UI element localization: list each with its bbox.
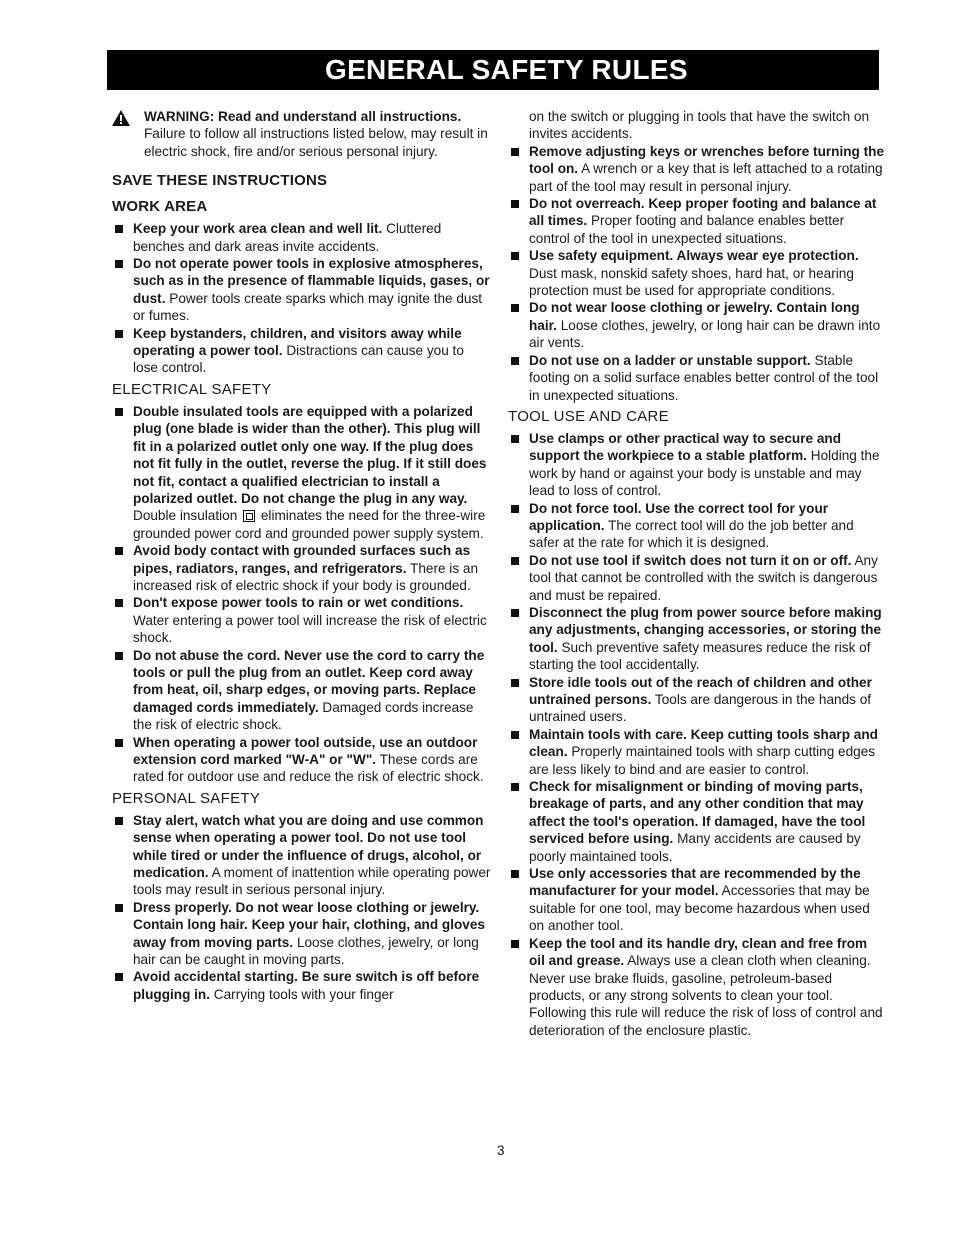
rule-text: Carrying tools with your finger <box>213 986 394 1002</box>
bullet-icon <box>511 357 519 365</box>
save-instructions-heading: SAVE THESE INSTRUCTIONS <box>112 172 328 190</box>
rule-text: Distractions can cause you to lose control. <box>133 343 464 376</box>
bullet-icon <box>115 973 123 981</box>
rule-text: A moment of inattention while operating power tools may result in serious personal injury. <box>133 865 491 898</box>
rule-bold: Avoid body contact with grounded surfaces such as pipes, radiators, ranges, and refrigerators. <box>133 543 471 576</box>
list-item <box>112 899 492 969</box>
list-item <box>508 778 886 865</box>
bullet-icon <box>511 435 519 443</box>
rule-bold: Do not force tool. Use the correct tool for your application. <box>529 500 829 533</box>
rule-bold: Keep bystanders, children, and visitors away while operating a power tool. <box>133 325 462 359</box>
page-number: 3 <box>497 1143 505 1158</box>
rule-text: Loose clothes, jewelry, or long hair can be drawn into air vents. <box>529 317 881 351</box>
warning-block <box>112 108 492 160</box>
list-item <box>112 220 492 255</box>
rule-bold: Do not use on a ladder or unstable support. <box>529 352 811 368</box>
list-item <box>508 430 886 500</box>
rule-bold: Dress properly. Do not wear loose clothing or jewelry. Contain long hair. Keep your hair, clothing, and gloves away from moving parts. <box>133 899 485 950</box>
rule-bold: Do not wear loose clothing or jewelry. Contain long hair. <box>529 300 860 333</box>
bullet-icon <box>115 408 123 416</box>
bullet-icon <box>115 904 123 912</box>
rule-text: Many accidents are caused by poorly maintained tools. <box>529 831 861 864</box>
list-item <box>112 647 492 734</box>
rule-text: Stable footing on a solid surface enables better control of the tool in unexpected situations. <box>529 352 879 403</box>
rule-text: Tools are dangerous in the hands of untrained users. <box>529 692 872 725</box>
page-title-banner <box>107 50 879 90</box>
rule-text: Properly maintained tools with sharp cutting edges are less likely to bind and are easier to control. <box>529 744 876 777</box>
warning-title: WARNING: Read and understand all instructions. <box>144 109 462 124</box>
rule-bold: Check for misalignment or binding of moving parts, breakage of parts, and any other condition that may affect the tool's operation. If damaged, have the tool serviced before using. <box>529 779 866 847</box>
rule-text: Double insulation <box>133 508 238 524</box>
bullet-icon <box>511 557 519 565</box>
rule-bold: Keep the tool and its handle dry, clean and free from oil and grease. <box>529 935 868 969</box>
bullet-icon <box>511 679 519 687</box>
bullet-icon <box>511 304 519 312</box>
bullet-icon <box>511 609 519 617</box>
left-column <box>112 108 492 1003</box>
list-item <box>508 935 886 1039</box>
rule-text: There is an increased risk of electric shock if your body is grounded. <box>133 560 479 593</box>
list-item <box>112 255 492 325</box>
rule-bold: Keep your work area clean and well lit. <box>133 221 383 237</box>
bullet-icon <box>511 783 519 791</box>
bullet-icon <box>115 225 123 233</box>
rule-bold: Do not use tool if switch does not turn it on or off. <box>529 552 852 568</box>
rule-bold: Avoid accidental starting. Be sure switch is off before plugging in. <box>133 969 480 1002</box>
rule-text: Cluttered benches and dark areas invite accidents. <box>133 221 442 254</box>
list-item <box>508 726 886 778</box>
list-item <box>508 552 886 604</box>
bullet-icon <box>511 252 519 260</box>
rule-text: Holding the work by hand or against your body is unstable and may lead to loss of control. <box>529 448 880 499</box>
tool-use-heading: TOOL USE AND CARE <box>508 407 669 425</box>
list-item <box>112 594 492 646</box>
rule-text: These cords are rated for outdoor use and reduce the risk of electric shock. <box>133 752 484 785</box>
personal-safety-heading: PERSONAL SAFETY <box>112 789 261 807</box>
rule-bold: Stay alert, watch what you are doing and use common sense when operating a power tool. Do not use tool while tired or under the influence of drugs, alcohol, or medication. <box>133 812 484 881</box>
list-item <box>508 195 886 247</box>
list-item <box>508 674 886 726</box>
rule-bold: Do not operate power tools in explosive atmospheres, such as in the presence of flammable liquids, gases, or dust. <box>133 256 490 306</box>
warning-triangle-icon <box>112 110 130 126</box>
bullet-icon <box>511 505 519 513</box>
warning-text: Failure to follow all instructions listed below, may result in electric shock, fire and/or serious personal injury. <box>144 126 488 159</box>
rule-text: Proper footing and balance enables better control of the tool in unexpected situations. <box>529 213 845 246</box>
rule-text: Dust mask, nonskid safety shoes, hard hat, or hearing protection must be used for appropriate conditions. <box>529 265 854 299</box>
work-area-heading: WORK AREA <box>112 198 208 216</box>
bullet-icon <box>115 599 123 607</box>
rule-bold: Use clamps or other practical way to secure and support the workpiece to a stable platform. <box>529 430 842 464</box>
list-item <box>508 604 886 674</box>
list-item <box>508 500 886 552</box>
bullet-icon <box>115 260 123 268</box>
right-column <box>508 108 886 1039</box>
list-item <box>508 865 886 935</box>
rule-bold: Disconnect the plug from power source before making any adjustments, changing accessories, or storing the tool. <box>529 604 882 655</box>
list-item <box>112 968 492 1003</box>
bullet-icon <box>115 739 123 747</box>
rule-bold: When operating a power tool outside, use an outdoor extension cord marked "W-A" or "W". <box>133 734 478 767</box>
list-item <box>112 734 492 786</box>
rule-bold: Use safety equipment. Always wear eye protection. <box>529 248 859 264</box>
bullet-icon <box>115 330 123 338</box>
bullet-icon <box>115 547 123 555</box>
list-item <box>508 247 886 299</box>
bullet-icon <box>511 731 519 739</box>
rule-bold: Don't expose power tools to rain or wet conditions. <box>133 595 464 611</box>
rule-text: Always use a clean cloth when cleaning. Never use brake fluids, gasoline, petroleum-based products, or any strong solvents to clean your tool. Following this rule will reduce the risk of loss of control and deterioration of the enclosure plastic. <box>529 953 883 1038</box>
page-title: GENERAL SAFETY RULES <box>325 54 688 85</box>
rule-text: Damaged cords increase the risk of electric shock. <box>133 699 474 733</box>
rule-bold: Do not overreach. Keep proper footing and balance at all times. <box>529 196 877 229</box>
rule-text: Such preventive safety measures reduce the risk of starting the tool accidentally. <box>529 639 871 673</box>
rule-text: eliminates the need for the three-wire grounded power cord and grounded power supply system. <box>133 508 486 541</box>
rule-text: Water entering a power tool will increase the risk of electric shock. <box>133 612 487 646</box>
rule-bold: Double insulated tools are equipped with a polarized plug (one blade is wider than the other). This plug will fit in a polarized outlet only one way. If the plug does not fit fully in the outlet, reverse the plug. If it still does not fit, contact a qualified electrician to install a polarized outlet. Do not change the plug in any way. <box>133 403 487 506</box>
rule-text: A wrench or a key that is left attached to a rotating part of the tool may result in personal injury. <box>529 161 883 194</box>
list-item <box>112 542 492 594</box>
list-item <box>508 143 886 195</box>
rule-text: Loose clothes, jewelry, or long hair can be caught in moving parts. <box>133 934 479 968</box>
rule-text: The correct tool will do the job better and safer at the rate for which it is designed. <box>529 517 854 551</box>
bullet-icon <box>115 817 123 825</box>
double-insulation-icon <box>243 510 255 522</box>
list-item <box>508 299 886 351</box>
rule-bold: Maintain tools with care. Keep cutting tools sharp and clean. <box>529 726 878 760</box>
bullet-icon <box>511 940 519 948</box>
bullet-icon <box>511 148 519 156</box>
list-item <box>112 325 492 377</box>
bullet-icon <box>511 870 519 878</box>
rule-text: Power tools create sparks which may ignite the dust or fumes. <box>133 290 483 324</box>
rule-bold: Do not abuse the cord. Never use the cord to carry the tools or pull the plug from an outlet. Keep cord away from heat, oil, sharp edges, or moving parts. Replace damaged cords immediately. <box>133 647 485 715</box>
continued-text: on the switch or plugging in tools that have the switch on invites accidents. <box>529 109 870 142</box>
rule-bold: Store idle tools out of the reach of children and other untrained persons. <box>529 674 872 707</box>
rule-bold: Remove adjusting keys or wrenches before turning the tool on. <box>529 143 885 177</box>
electrical-safety-heading: ELECTRICAL SAFETY <box>112 380 272 398</box>
list-item <box>508 352 886 404</box>
bullet-icon <box>511 200 519 208</box>
rule-bold: Use only accessories that are recommended by the manufacturer for your model. <box>529 866 861 899</box>
bullet-icon <box>115 652 123 660</box>
list-item <box>112 403 492 542</box>
rule-text: Accessories that may be suitable for one tool, may become hazardous when used on another tool. <box>529 883 870 934</box>
list-item <box>112 812 492 899</box>
rule-text: Any tool that cannot be controlled with the switch is dangerous and must be repaired. <box>529 552 878 603</box>
